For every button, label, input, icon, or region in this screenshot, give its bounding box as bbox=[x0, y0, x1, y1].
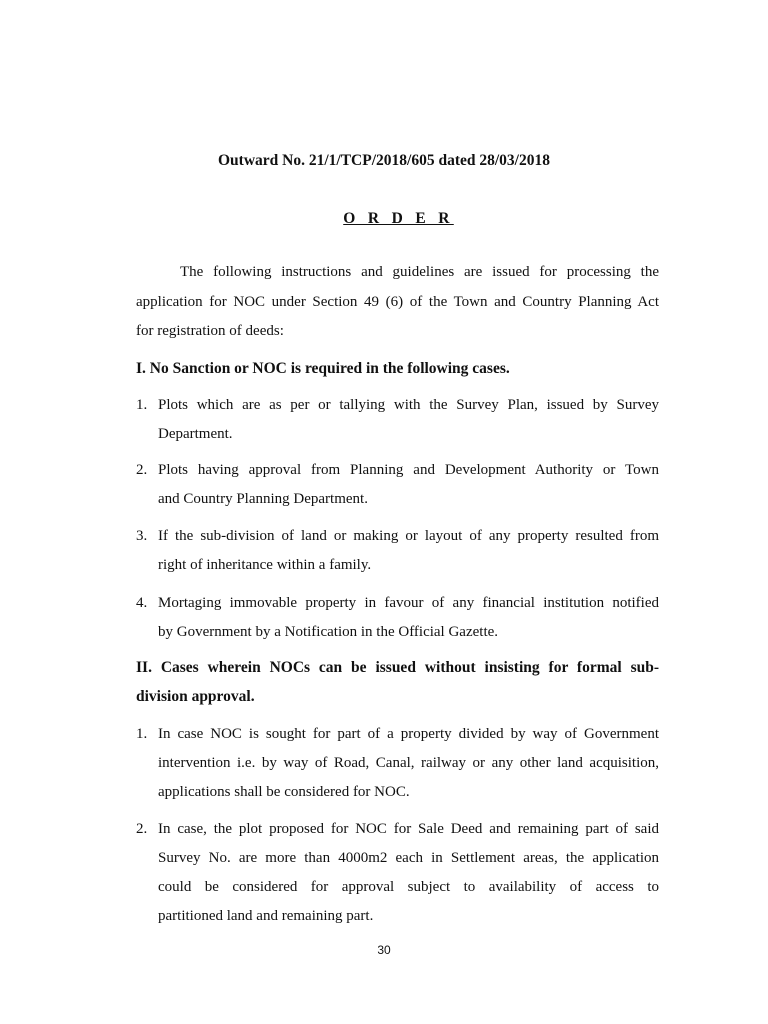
list-number: 3. bbox=[136, 528, 148, 544]
list-item-line: Plots having approval from Planning and Development Authority or Town bbox=[158, 462, 659, 478]
list-number: 2. bbox=[136, 821, 148, 837]
list-item-line: If the sub-division of land or making or layout of any property resulted from bbox=[158, 528, 659, 544]
section-heading: I. No Sanction or NOC is required in the following cases. bbox=[136, 360, 510, 377]
intro-line: The following instructions and guidelines are issued for processing the bbox=[180, 264, 659, 280]
list-item-line: partitioned land and remaining part. bbox=[158, 908, 374, 924]
list-item-line: applications shall be considered for NOC. bbox=[158, 784, 410, 800]
list-item-line: Mortaging immovable property in favour of any financial institution notified bbox=[158, 595, 659, 611]
list-item-line: intervention i.e. by way of Road, Canal, railway or any other land acquisition, bbox=[158, 755, 659, 771]
list-item-line: In case, the plot proposed for NOC for Sale Deed and remaining part of said bbox=[158, 821, 659, 837]
list-item-line: Plots which are as per or tallying with the Survey Plan, issued by Survey bbox=[158, 397, 659, 413]
list-item-line: by Government by a Notification in the Official Gazette. bbox=[158, 624, 499, 640]
list-item-line: In case NOC is sought for part of a property divided by way of Government bbox=[158, 726, 659, 742]
list-number: 2. bbox=[136, 462, 148, 478]
list-number: 1. bbox=[136, 397, 148, 413]
list-number: 1. bbox=[136, 726, 148, 742]
list-item-line: right of inheritance within a family. bbox=[158, 557, 372, 573]
section-heading: division approval. bbox=[136, 688, 255, 705]
list-item-line: Survey No. are more than 4000m2 each in Settlement areas, the application bbox=[158, 850, 659, 866]
list-number: 4. bbox=[136, 595, 148, 611]
list-item-line: and Country Planning Department. bbox=[158, 491, 368, 507]
list-item-line: Department. bbox=[158, 426, 233, 442]
order-title: O R D E R bbox=[343, 210, 454, 227]
outward-number: Outward No. 21/1/TCP/2018/605 dated 28/03/2018 bbox=[218, 152, 550, 169]
intro-line: application for NOC under Section 49 (6) of the Town and Country Planning Act bbox=[136, 294, 659, 310]
page-number: 30 bbox=[377, 943, 391, 957]
intro-line: for registration of deeds: bbox=[136, 323, 284, 339]
section-heading: II. Cases wherein NOCs can be issued without insisting for formal sub- bbox=[136, 659, 659, 676]
list-item-line: could be considered for approval subject to availability of access to bbox=[158, 879, 659, 895]
